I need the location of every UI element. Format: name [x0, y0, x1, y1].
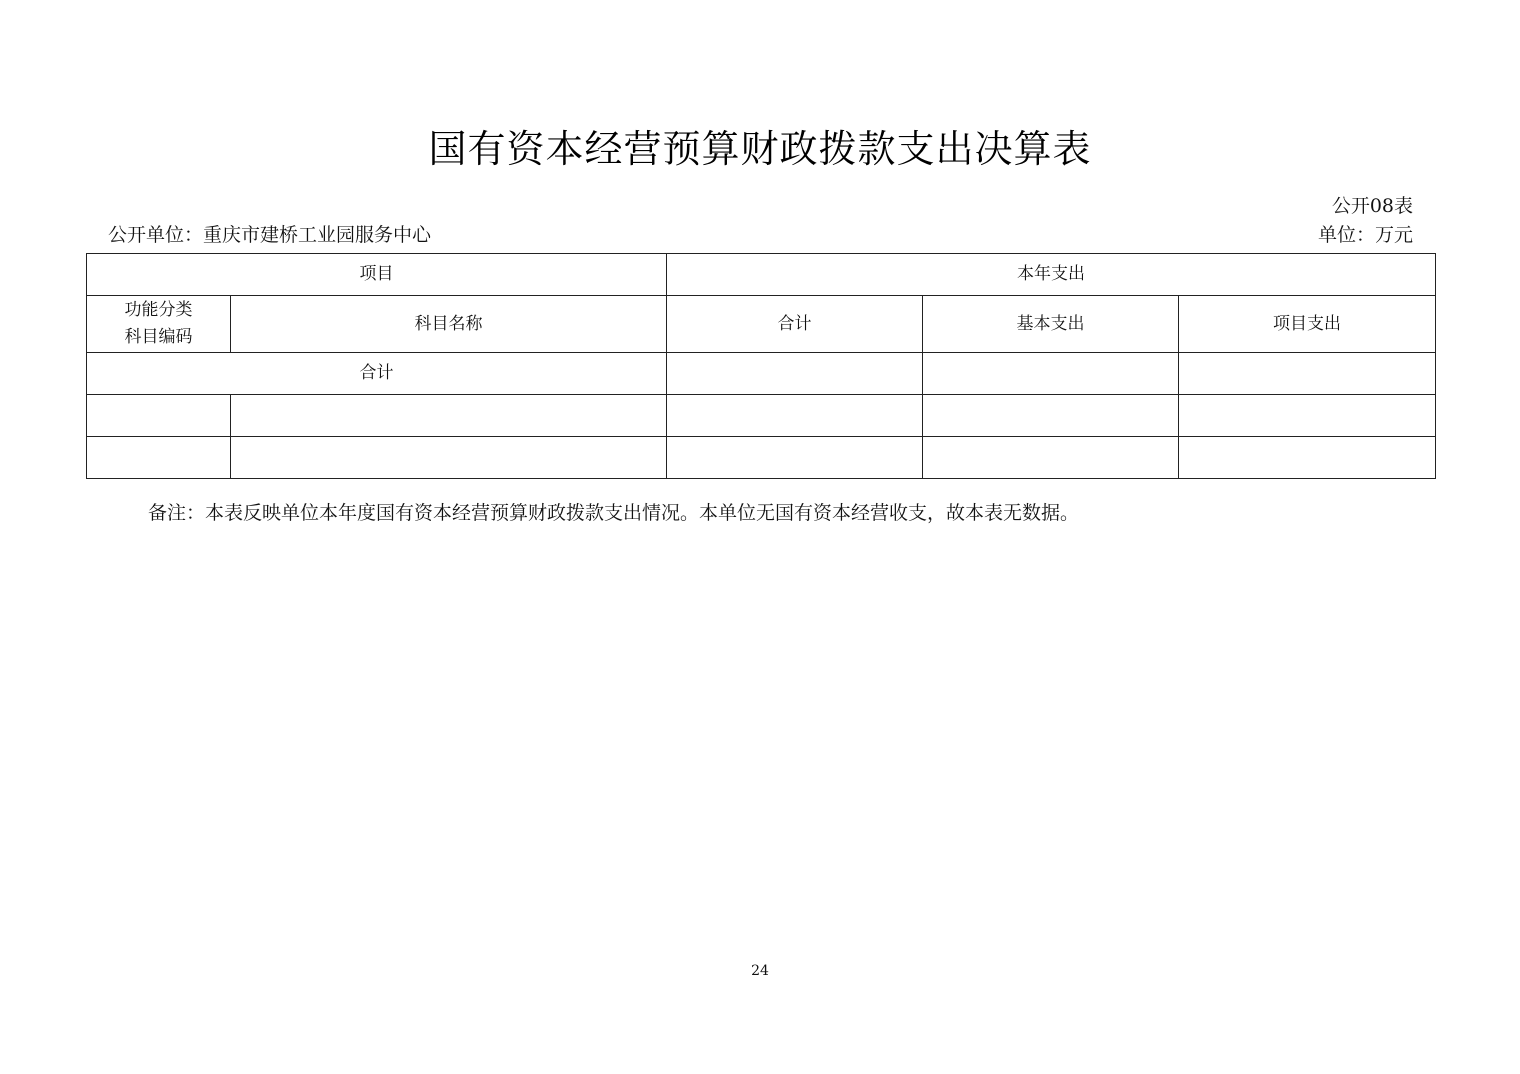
total-cell: [667, 353, 923, 395]
header-basic-expenditure: 基本支出: [923, 296, 1179, 353]
header-row-2: [87, 296, 1436, 353]
table-cell: [87, 437, 231, 479]
header-function-code-line2: 科目编码: [124, 327, 193, 347]
page-number: 24: [751, 963, 769, 979]
header-total: 合计: [667, 296, 923, 353]
organization-label: 公开单位：重庆市建桥工业园服务中心: [108, 224, 432, 246]
table-cell: [923, 395, 1179, 437]
header-current-year-expenditure: 本年支出: [667, 254, 1436, 296]
table-cell: [923, 437, 1179, 479]
total-row-label: 合计: [87, 353, 667, 395]
table-cell: [231, 395, 667, 437]
table-cell: [231, 437, 667, 479]
table-row: [87, 395, 1436, 437]
header-item: 项目: [87, 254, 667, 296]
table-cell: [87, 395, 231, 437]
header-function-code: [87, 296, 231, 353]
total-row: [87, 353, 1436, 395]
total-project-cell: [1179, 353, 1436, 395]
table-cell: [1179, 437, 1436, 479]
footnote: 备注：本表反映单位本年度国有资本经营预算财政拨款支出情况。本单位无国有资本经营收支，故本表无数据。: [148, 502, 1080, 524]
header-function-code-line1: 功能分类: [124, 300, 193, 320]
total-basic-cell: [923, 353, 1179, 395]
header-project-expenditure: 项目支出: [1179, 296, 1436, 353]
unit-label: 单位：万元: [1317, 224, 1413, 246]
page-title: 国有资本经营预算财政拨款支出决算表: [428, 127, 1092, 171]
table-cell: [667, 437, 923, 479]
header-row-1: [87, 254, 1436, 296]
expenditure-table: [86, 253, 1436, 479]
table-row: [87, 437, 1436, 479]
header-subject-name: 科目名称: [231, 296, 667, 353]
table-cell: [1179, 395, 1436, 437]
table-cell: [667, 395, 923, 437]
form-number: 公开08表: [1331, 195, 1413, 217]
